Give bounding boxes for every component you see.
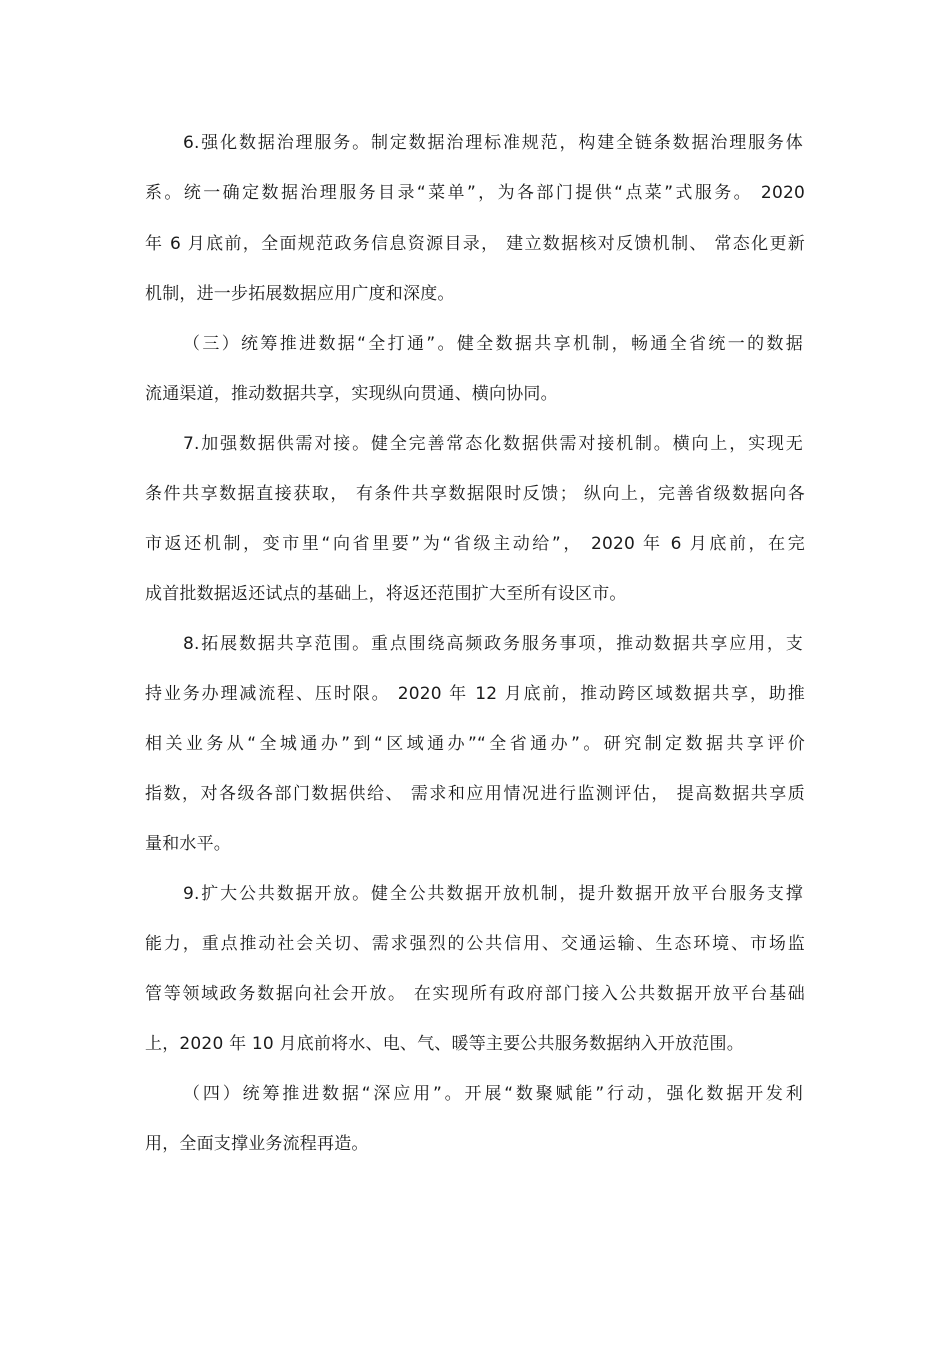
section-4-line-1: （四）统筹推进数据“深应用”。开展“数聚赋能”行动，强化数据开发利 bbox=[183, 1084, 803, 1104]
paragraph-6-line-2: 系。统一确定数据治理服务目录“菜单”，为各部门提供“点菜”式服务。 2020 bbox=[145, 183, 805, 203]
section-4-line-2: 用，全面支撑业务流程再造。 bbox=[145, 1134, 369, 1154]
paragraph-7-line-3: 市返还机制，变市里“向省里要”为“省级主动给”， 2020 年 6 月底前，在完 bbox=[145, 534, 805, 554]
section-3-line-2: 流通渠道，推动数据共享，实现纵向贯通、横向协同。 bbox=[145, 384, 558, 404]
paragraph-8-line-2: 持业务办理减流程、压时限。 2020 年 12 月底前，推动跨区域数据共享，助推 bbox=[145, 684, 805, 704]
paragraph-7-line-4: 成首批数据返还试点的基础上，将返还范围扩大至所有设区市。 bbox=[145, 584, 627, 604]
paragraph-8-line-3: 相关业务从“全城通办”到“区域通办”“全省通办”。研究制定数据共享评价 bbox=[145, 734, 805, 754]
paragraph-6-line-1: 6.强化数据治理服务。制定数据治理标准规范，构建全链条数据治理服务体 bbox=[183, 133, 803, 153]
paragraph-9-line-3: 管等领域政务数据向社会开放。 在实现所有政府部门接入公共数据开放平台基础 bbox=[145, 984, 805, 1004]
paragraph-9-line-1: 9.扩大公共数据开放。健全公共数据开放机制，提升数据开放平台服务支撑 bbox=[183, 884, 803, 904]
paragraph-6-line-4: 机制，进一步拓展数据应用广度和深度。 bbox=[145, 284, 455, 304]
paragraph-7-line-2: 条件共享数据直接获取， 有条件共享数据限时反馈； 纵向上，完善省级数据向各 bbox=[145, 484, 805, 504]
paragraph-7-line-1: 7.加强数据供需对接。健全完善常态化数据供需对接机制。横向上，实现无 bbox=[183, 434, 803, 454]
paragraph-9-line-2: 能力，重点推动社会关切、需求强烈的公共信用、交通运输、生态环境、市场监 bbox=[145, 934, 805, 954]
paragraph-8-line-1: 8.拓展数据共享范围。重点围绕高频政务服务事项，推动数据共享应用，支 bbox=[183, 634, 803, 654]
paragraph-9-line-4: 上，2020 年 10 月底前将水、电、气、暖等主要公共服务数据纳入开放范围。 bbox=[145, 1034, 744, 1054]
paragraph-8-line-5: 量和水平。 bbox=[145, 834, 231, 854]
section-3-line-1: （三）统筹推进数据“全打通”。健全数据共享机制，畅通全省统一的数据 bbox=[183, 334, 803, 354]
paragraph-8-line-4: 指数，对各级各部门数据供给、 需求和应用情况进行监测评估， 提高数据共享质 bbox=[145, 784, 805, 804]
paragraph-6-line-3: 年 6 月底前，全面规范政务信息资源目录， 建立数据核对反馈机制、 常态化更新 bbox=[145, 234, 805, 254]
